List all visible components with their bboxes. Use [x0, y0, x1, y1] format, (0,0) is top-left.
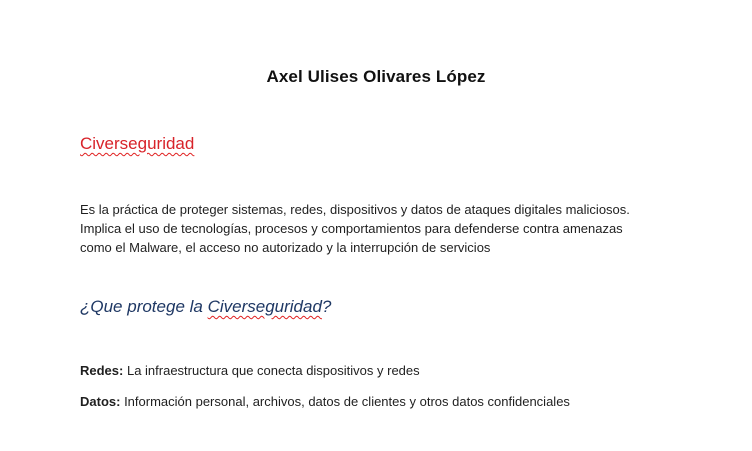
misspelled-word[interactable]: Civerseguridad	[80, 134, 195, 153]
section-heading	[80, 134, 194, 154]
intro-line: Implica el uso de tecnologías, procesos y comportamientos para defenderse contra amenazas	[80, 221, 623, 236]
item-text: La infraestructura que conecta dispositivos y redes	[123, 363, 420, 378]
subheading-prefix: ¿Que protege la	[80, 297, 208, 316]
author-name: Axel Ulises Olivares López	[266, 67, 486, 86]
intro-line: Es la práctica de proteger sistemas, redes, dispositivos y datos de ataques digitales maliciosos.	[80, 202, 630, 217]
misspelled-word[interactable]: Civerseguridad	[207, 297, 322, 316]
item-label: Redes:	[80, 363, 124, 378]
section-subheading	[80, 297, 331, 317]
item-label: Datos:	[80, 394, 121, 409]
subheading-suffix: ?	[321, 297, 332, 316]
item-text: Información personal, archivos, datos de clientes y otros datos confidenciales	[120, 394, 570, 409]
intro-paragraph	[80, 200, 680, 257]
list-item-redes	[80, 363, 420, 378]
list-item-datos	[80, 394, 570, 409]
intro-line: como el Malware, el acceso no autorizado y la interrupción de servicios	[80, 240, 491, 255]
